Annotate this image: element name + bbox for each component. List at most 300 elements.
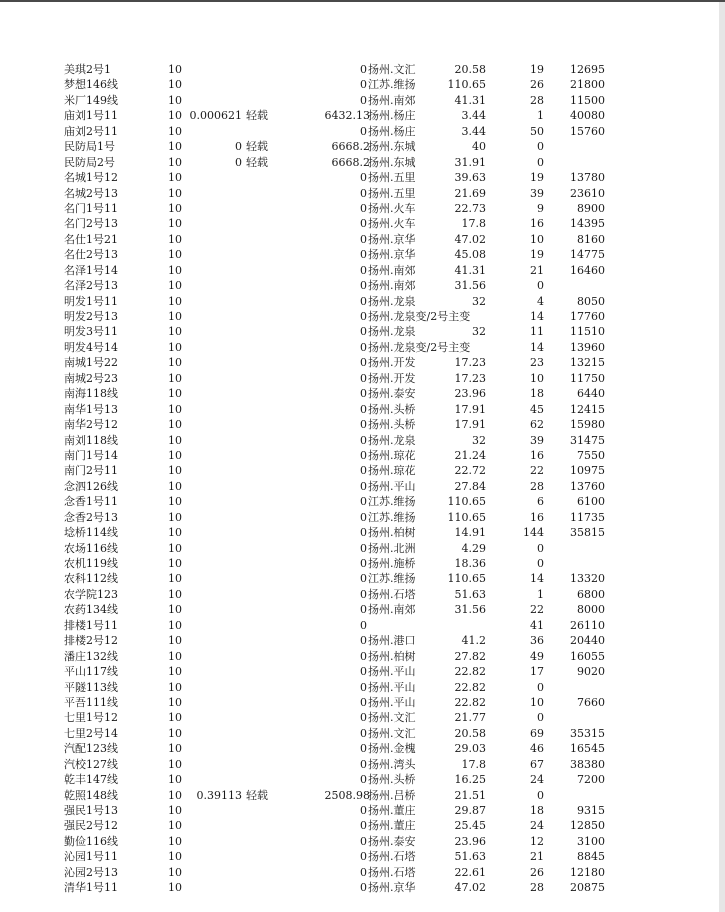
cell-place: 扬州.柏树 bbox=[368, 649, 416, 663]
table-row bbox=[64, 633, 624, 648]
cell-place: 扬州.南郊 bbox=[368, 93, 416, 107]
cell-place: 扬州.文汇 bbox=[368, 711, 416, 725]
cell-zero: 0 bbox=[360, 834, 367, 848]
cell-place: 江苏.维扬 bbox=[368, 572, 416, 586]
cell-length: 14.91 bbox=[454, 526, 486, 540]
cell-name: 明发3号11 bbox=[64, 325, 118, 339]
table-row bbox=[64, 602, 624, 617]
table-row bbox=[64, 93, 624, 108]
cell-length: 41.2 bbox=[461, 634, 486, 648]
cell-load: 轻载 bbox=[246, 140, 268, 154]
cell-count: 1 bbox=[537, 587, 544, 601]
cell-place: 扬州.龙泉 bbox=[368, 433, 416, 447]
cell-length: 27.82 bbox=[454, 649, 486, 663]
table-row bbox=[64, 77, 624, 92]
cell-count: 28 bbox=[530, 479, 544, 493]
cell-voltage: 10 bbox=[168, 541, 182, 555]
cell-voltage: 10 bbox=[168, 881, 182, 895]
table-row bbox=[64, 680, 624, 695]
cell-voltage: 10 bbox=[168, 726, 182, 740]
table-row bbox=[64, 309, 624, 324]
cell-length: 40 bbox=[472, 140, 486, 154]
cell-place: 扬州.五里 bbox=[368, 186, 416, 200]
cell-capacity: 23610 bbox=[570, 186, 605, 200]
cell-place: 扬州.杨庄 bbox=[368, 124, 416, 138]
cell-place: 扬州.龙泉 bbox=[368, 294, 416, 308]
cell-place: 扬州.平山 bbox=[368, 665, 416, 679]
cell-capacity: 38380 bbox=[570, 757, 605, 771]
cell-place: 扬州.南郊 bbox=[368, 279, 416, 293]
cell-capacity: 13780 bbox=[570, 171, 605, 185]
cell-voltage: 10 bbox=[168, 263, 182, 277]
cell-length: 47.02 bbox=[454, 881, 486, 895]
cell-zero: 0 bbox=[360, 711, 367, 725]
cell-name: 乾照148线 bbox=[64, 788, 118, 802]
cell-length: 3.44 bbox=[461, 109, 486, 123]
cell-name: 乾丰147线 bbox=[64, 773, 118, 787]
cell-place: 扬州.龙泉 bbox=[368, 325, 416, 339]
cell-name: 清华1号11 bbox=[64, 881, 118, 895]
cell-place: 扬州.琼花 bbox=[368, 464, 416, 478]
cell-capacity: 8900 bbox=[577, 201, 605, 215]
table-row bbox=[64, 371, 624, 386]
table-row bbox=[64, 772, 624, 787]
cell-capacity: 40080 bbox=[570, 109, 605, 123]
cell-capacity: 8050 bbox=[577, 294, 605, 308]
table-row bbox=[64, 803, 624, 818]
cell-count: 21 bbox=[530, 263, 544, 277]
cell-place: 扬州.火车 bbox=[368, 201, 416, 215]
cell-name: 名泽2号13 bbox=[64, 279, 118, 293]
cell-name: 农机119线 bbox=[64, 557, 118, 570]
cell-length: 23.96 bbox=[454, 834, 486, 848]
table-row bbox=[64, 294, 624, 309]
cell-count: 17 bbox=[530, 665, 544, 679]
cell-zero: 0 bbox=[360, 325, 367, 339]
cell-voltage: 10 bbox=[168, 310, 182, 323]
cell-count: 28 bbox=[530, 93, 544, 107]
cell-zero: 0 bbox=[360, 742, 367, 756]
cell-zero: 0 bbox=[360, 804, 367, 817]
cell-count: 0 bbox=[537, 155, 544, 169]
cell-place: 扬州.北洲 bbox=[368, 541, 416, 555]
cell-capacity: 8160 bbox=[577, 232, 605, 246]
cell-voltage: 10 bbox=[168, 557, 182, 570]
table-row bbox=[64, 726, 624, 741]
cell-place: 扬州.京华 bbox=[368, 881, 416, 895]
cell-voltage: 10 bbox=[168, 201, 182, 215]
cell-capacity: 13215 bbox=[570, 356, 605, 370]
cell-name: 念香2号13 bbox=[64, 510, 118, 524]
cell-zero: 0 bbox=[360, 310, 367, 323]
cell-capacity: 21800 bbox=[570, 78, 605, 92]
cell-place: 扬州.京华 bbox=[368, 248, 416, 262]
cell-zero: 0 bbox=[360, 63, 367, 76]
cell-name: 庙刘1号11 bbox=[64, 109, 118, 123]
cell-length: 22.72 bbox=[454, 464, 486, 478]
table-row bbox=[64, 710, 624, 725]
cell-place: 扬州.琼花 bbox=[368, 448, 416, 462]
cell-count: 0 bbox=[537, 279, 544, 293]
table-row bbox=[64, 216, 624, 231]
cell-voltage: 10 bbox=[168, 232, 182, 246]
cell-name: 强民2号12 bbox=[64, 819, 118, 833]
cell-voltage: 10 bbox=[168, 279, 182, 293]
cell-count: 0 bbox=[537, 680, 544, 694]
cell-length: 47.02 bbox=[454, 232, 486, 246]
document-page bbox=[0, 2, 720, 912]
cell-length: 20.58 bbox=[454, 63, 486, 76]
cell-zero: 0 bbox=[360, 448, 367, 462]
cell-count: 14 bbox=[530, 340, 544, 354]
cell-capacity: 13760 bbox=[570, 479, 605, 493]
cell-place: 扬州.文汇 bbox=[368, 726, 416, 740]
cell-voltage: 10 bbox=[168, 695, 182, 709]
table-row bbox=[64, 402, 624, 417]
cell-zero: 0 bbox=[360, 618, 367, 632]
cell-place: 扬州.东城 bbox=[368, 155, 416, 169]
cell-amount: 6668.2 bbox=[331, 140, 370, 154]
cell-zero: 0 bbox=[360, 479, 367, 493]
cell-place: 扬州.文汇 bbox=[368, 63, 416, 76]
cell-length: 32 bbox=[472, 325, 486, 339]
cell-length: 21.77 bbox=[454, 711, 486, 725]
cell-capacity: 16460 bbox=[570, 263, 605, 277]
cell-ratio: 0.39113 bbox=[196, 788, 242, 802]
cell-capacity: 6100 bbox=[577, 495, 605, 509]
cell-ratio: 0 bbox=[235, 155, 242, 169]
cell-place: 扬州.泰安 bbox=[368, 834, 416, 848]
scrollbar[interactable] bbox=[719, 2, 725, 912]
table-row bbox=[64, 834, 624, 849]
cell-zero: 0 bbox=[360, 248, 367, 262]
cell-place: 扬州.南郊 bbox=[368, 603, 416, 617]
cell-count: 19 bbox=[530, 171, 544, 185]
cell-voltage: 10 bbox=[168, 495, 182, 509]
cell-zero: 0 bbox=[360, 186, 367, 200]
cell-name: 名城2号13 bbox=[64, 186, 118, 200]
cell-name: 名门2号13 bbox=[64, 217, 118, 231]
cell-voltage: 10 bbox=[168, 742, 182, 756]
cell-name: 埝桥114线 bbox=[64, 526, 118, 540]
cell-count: 22 bbox=[530, 603, 544, 617]
cell-name: 平山117线 bbox=[64, 665, 118, 679]
table-row bbox=[64, 278, 624, 293]
cell-count: 24 bbox=[530, 819, 544, 833]
table-row bbox=[64, 587, 624, 602]
cell-length: 17.8 bbox=[461, 217, 486, 231]
cell-name: 南华1号13 bbox=[64, 402, 118, 416]
cell-capacity: 3100 bbox=[577, 834, 605, 848]
cell-zero: 0 bbox=[360, 93, 367, 107]
cell-name: 明发4号14 bbox=[64, 340, 118, 354]
cell-load: 轻载 bbox=[246, 155, 268, 169]
table-row bbox=[64, 525, 624, 540]
table-row bbox=[64, 170, 624, 185]
cell-amount: 6432.13 bbox=[324, 109, 370, 123]
cell-zero: 0 bbox=[360, 850, 367, 864]
cell-count: 6 bbox=[537, 495, 544, 509]
table-row bbox=[64, 340, 624, 355]
cell-name: 明发2号13 bbox=[64, 310, 118, 323]
cell-capacity: 13320 bbox=[570, 572, 605, 586]
cell-name: 名门1号11 bbox=[64, 201, 118, 215]
cell-length: 110.65 bbox=[447, 510, 486, 524]
cell-count: 0 bbox=[537, 541, 544, 555]
cell-count: 0 bbox=[537, 140, 544, 154]
cell-name: 南华2号12 bbox=[64, 418, 118, 432]
cell-capacity: 6800 bbox=[577, 587, 605, 601]
cell-voltage: 10 bbox=[168, 572, 182, 586]
cell-count: 12 bbox=[530, 834, 544, 848]
cell-capacity: 17760 bbox=[570, 310, 605, 323]
cell-capacity: 20875 bbox=[570, 881, 605, 895]
cell-length: 39.63 bbox=[454, 171, 486, 185]
cell-name: 民防局2号 bbox=[64, 155, 115, 169]
cell-length: 25.45 bbox=[454, 819, 486, 833]
cell-name: 潘庄132线 bbox=[64, 649, 118, 663]
cell-name: 平隧113线 bbox=[64, 680, 118, 694]
cell-zero: 0 bbox=[360, 819, 367, 833]
table-row bbox=[64, 618, 624, 633]
table-row bbox=[64, 124, 624, 139]
cell-voltage: 10 bbox=[168, 479, 182, 493]
cell-count: 62 bbox=[530, 418, 544, 432]
table-row bbox=[64, 417, 624, 432]
cell-capacity: 13960 bbox=[570, 340, 605, 354]
cell-voltage: 10 bbox=[168, 850, 182, 864]
cell-zero: 0 bbox=[360, 865, 367, 879]
table-row bbox=[64, 741, 624, 756]
cell-name: 勤俭116线 bbox=[64, 834, 118, 848]
cell-voltage: 10 bbox=[168, 819, 182, 833]
cell-place: 扬州.平山 bbox=[368, 695, 416, 709]
cell-voltage: 10 bbox=[168, 109, 182, 123]
cell-place: 扬州.开发 bbox=[368, 356, 416, 370]
cell-name: 梦想146线 bbox=[64, 78, 118, 92]
cell-zero: 0 bbox=[360, 387, 367, 401]
cell-name: 名仕2号13 bbox=[64, 248, 118, 262]
table-row bbox=[64, 448, 624, 463]
cell-count: 10 bbox=[530, 371, 544, 385]
cell-count: 26 bbox=[530, 865, 544, 879]
cell-name: 南海118线 bbox=[64, 387, 118, 401]
cell-count: 144 bbox=[523, 526, 544, 540]
cell-capacity: 12415 bbox=[570, 402, 605, 416]
cell-place: 扬州.头桥 bbox=[368, 402, 416, 416]
cell-length: 23.96 bbox=[454, 387, 486, 401]
cell-length: 32 bbox=[472, 433, 486, 447]
cell-place: 扬州.龙泉变/2号主变 bbox=[368, 310, 471, 323]
cell-name: 南刘118线 bbox=[64, 433, 118, 447]
cell-count: 16 bbox=[530, 448, 544, 462]
cell-voltage: 10 bbox=[168, 325, 182, 339]
cell-length: 3.44 bbox=[461, 124, 486, 138]
cell-length: 17.8 bbox=[461, 757, 486, 771]
table-row bbox=[64, 849, 624, 864]
table-row bbox=[64, 865, 624, 880]
cell-name: 名仕1号21 bbox=[64, 232, 118, 246]
cell-place: 扬州.石塔 bbox=[368, 850, 416, 864]
cell-length: 21.51 bbox=[454, 788, 486, 802]
cell-voltage: 10 bbox=[168, 603, 182, 617]
cell-voltage: 10 bbox=[168, 464, 182, 478]
cell-voltage: 10 bbox=[168, 124, 182, 138]
cell-voltage: 10 bbox=[168, 711, 182, 725]
cell-name: 南门1号14 bbox=[64, 448, 118, 462]
cell-voltage: 10 bbox=[168, 78, 182, 92]
cell-name: 农场116线 bbox=[64, 541, 118, 555]
cell-zero: 0 bbox=[360, 587, 367, 601]
cell-place: 扬州.杨庄 bbox=[368, 109, 416, 123]
cell-voltage: 10 bbox=[168, 665, 182, 679]
cell-name: 汽配123线 bbox=[64, 742, 118, 756]
cell-length: 16.25 bbox=[454, 773, 486, 787]
table-row bbox=[64, 433, 624, 448]
cell-voltage: 10 bbox=[168, 649, 182, 663]
cell-capacity: 15760 bbox=[570, 124, 605, 138]
table-row bbox=[64, 818, 624, 833]
cell-zero: 0 bbox=[360, 464, 367, 478]
cell-length: 31.56 bbox=[454, 279, 486, 293]
cell-voltage: 10 bbox=[168, 526, 182, 540]
cell-count: 26 bbox=[530, 78, 544, 92]
cell-name: 农科112线 bbox=[64, 572, 118, 586]
cell-length: 22.61 bbox=[454, 865, 486, 879]
cell-length: 17.91 bbox=[454, 402, 486, 416]
cell-capacity: 8000 bbox=[577, 603, 605, 617]
table-row bbox=[64, 556, 624, 571]
cell-capacity: 26110 bbox=[570, 618, 605, 632]
cell-voltage: 10 bbox=[168, 217, 182, 231]
cell-length: 22.82 bbox=[454, 665, 486, 679]
cell-place: 扬州.开发 bbox=[368, 371, 416, 385]
cell-count: 11 bbox=[530, 325, 544, 339]
cell-count: 18 bbox=[530, 387, 544, 401]
cell-zero: 0 bbox=[360, 232, 367, 246]
cell-capacity: 14395 bbox=[570, 217, 605, 231]
cell-length: 110.65 bbox=[447, 78, 486, 92]
table-row bbox=[64, 62, 624, 77]
cell-place: 扬州.吕桥 bbox=[368, 788, 416, 802]
cell-length: 17.23 bbox=[454, 356, 486, 370]
cell-length: 21.69 bbox=[454, 186, 486, 200]
cell-place: 扬州.头桥 bbox=[368, 418, 416, 432]
cell-count: 22 bbox=[530, 464, 544, 478]
cell-count: 28 bbox=[530, 881, 544, 895]
table-row bbox=[64, 757, 624, 772]
cell-zero: 0 bbox=[360, 773, 367, 787]
cell-length: 110.65 bbox=[447, 572, 486, 586]
cell-name: 名泽1号14 bbox=[64, 263, 118, 277]
table-row bbox=[64, 386, 624, 401]
cell-length: 21.24 bbox=[454, 448, 486, 462]
cell-count: 67 bbox=[530, 757, 544, 771]
cell-capacity: 6440 bbox=[577, 387, 605, 401]
cell-voltage: 10 bbox=[168, 433, 182, 447]
cell-capacity: 7200 bbox=[577, 773, 605, 787]
cell-voltage: 10 bbox=[168, 865, 182, 879]
cell-count: 19 bbox=[530, 248, 544, 262]
data-table bbox=[64, 62, 624, 896]
table-row bbox=[64, 139, 624, 154]
cell-length: 51.63 bbox=[454, 850, 486, 864]
cell-name: 念香1号11 bbox=[64, 495, 118, 509]
cell-count: 0 bbox=[537, 788, 544, 802]
cell-voltage: 10 bbox=[168, 371, 182, 385]
cell-name: 平吾111线 bbox=[64, 695, 118, 709]
cell-name: 米厂149线 bbox=[64, 93, 118, 107]
table-row bbox=[64, 155, 624, 170]
table-row bbox=[64, 232, 624, 247]
table-row bbox=[64, 263, 624, 278]
cell-capacity: 12850 bbox=[570, 819, 605, 833]
cell-count: 24 bbox=[530, 773, 544, 787]
cell-capacity: 8845 bbox=[577, 850, 605, 864]
table-row bbox=[64, 541, 624, 556]
cell-count: 41 bbox=[530, 618, 544, 632]
cell-count: 14 bbox=[530, 310, 544, 323]
cell-count: 69 bbox=[530, 726, 544, 740]
cell-place: 扬州.京华 bbox=[368, 232, 416, 246]
table-row bbox=[64, 494, 624, 509]
cell-zero: 0 bbox=[360, 495, 367, 509]
cell-voltage: 10 bbox=[168, 387, 182, 401]
table-row bbox=[64, 247, 624, 262]
cell-zero: 0 bbox=[360, 78, 367, 92]
cell-name: 农药134线 bbox=[64, 603, 118, 617]
cell-capacity: 11735 bbox=[570, 510, 605, 524]
cell-zero: 0 bbox=[360, 124, 367, 138]
cell-voltage: 10 bbox=[168, 448, 182, 462]
cell-capacity: 20440 bbox=[570, 634, 605, 648]
cell-amount: 6668.2 bbox=[331, 155, 370, 169]
cell-count: 10 bbox=[530, 232, 544, 246]
cell-zero: 0 bbox=[360, 171, 367, 185]
cell-count: 21 bbox=[530, 850, 544, 864]
cell-load: 轻载 bbox=[246, 109, 268, 123]
cell-capacity: 7660 bbox=[577, 695, 605, 709]
cell-voltage: 10 bbox=[168, 155, 182, 169]
cell-zero: 0 bbox=[360, 881, 367, 895]
cell-count: 50 bbox=[530, 124, 544, 138]
cell-length: 4.29 bbox=[461, 541, 486, 555]
cell-zero: 0 bbox=[360, 572, 367, 586]
cell-count: 18 bbox=[530, 804, 544, 817]
table-row bbox=[64, 201, 624, 216]
cell-capacity: 14775 bbox=[570, 248, 605, 262]
cell-zero: 0 bbox=[360, 526, 367, 540]
cell-voltage: 10 bbox=[168, 248, 182, 262]
cell-zero: 0 bbox=[360, 680, 367, 694]
cell-voltage: 10 bbox=[168, 63, 182, 76]
cell-length: 27.84 bbox=[454, 479, 486, 493]
cell-name: 南城1号22 bbox=[64, 356, 118, 370]
cell-place: 扬州.董庄 bbox=[368, 804, 416, 817]
cell-zero: 0 bbox=[360, 340, 367, 354]
cell-length: 22.73 bbox=[454, 201, 486, 215]
cell-length: 22.82 bbox=[454, 680, 486, 694]
cell-voltage: 10 bbox=[168, 418, 182, 432]
cell-length: 32 bbox=[472, 294, 486, 308]
cell-place: 扬州.东城 bbox=[368, 140, 416, 154]
cell-count: 16 bbox=[530, 510, 544, 524]
cell-zero: 0 bbox=[360, 603, 367, 617]
cell-capacity: 31475 bbox=[570, 433, 605, 447]
cell-place: 江苏.维扬 bbox=[368, 78, 416, 92]
cell-length: 22.82 bbox=[454, 695, 486, 709]
cell-capacity: 15980 bbox=[570, 418, 605, 432]
